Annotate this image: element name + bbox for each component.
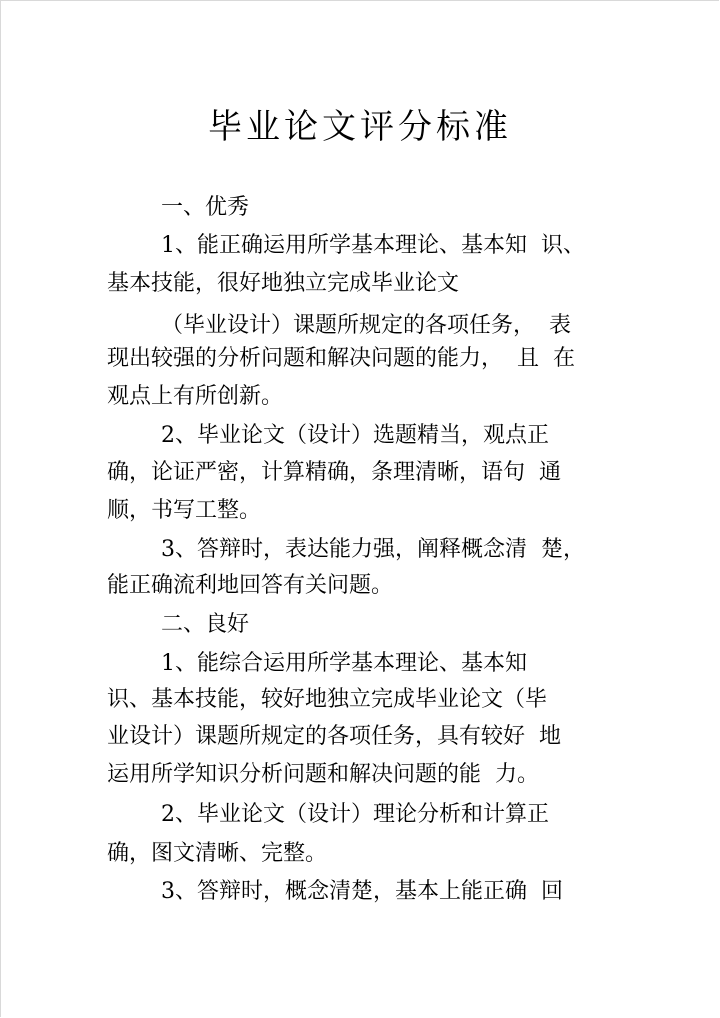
text-line: 运用所学知识分析问题和解决问题的能 力。 xyxy=(107,762,539,787)
text-line: 能正确流利地回答有关问题。 xyxy=(107,573,394,598)
text-line: 2、毕业论文（设计）选题精当，观点正 xyxy=(161,423,549,448)
text-line: 3、答辩时，概念清楚，基本上能正确 回 xyxy=(161,879,563,904)
text-line: 识、基本技能，较好地独立完成毕业论文（毕 xyxy=(107,687,548,712)
text-line: 基本技能，很好地独立完成毕业论文 xyxy=(107,271,460,296)
text-line: 1、能正确运用所学基本理论、基本知 识、 xyxy=(161,233,585,258)
document-title: 毕业论文评分标准 xyxy=(208,107,512,147)
section-heading-excellent: 一、优秀 xyxy=(161,195,250,220)
text-line: 顺，书写工整。 xyxy=(107,498,262,523)
text-line: 现出较强的分析问题和解决问题的能力， 且 在 xyxy=(107,346,575,371)
text-line: 确，论证严密，计算精确，条理清晰，语句 通 xyxy=(107,460,561,485)
text-line: 观点上有所创新。 xyxy=(107,384,284,409)
text-line: 3、答辩时，表达能力强，阐释概念清 楚， xyxy=(161,537,585,562)
text-line: 1、能综合运用所学基本理论、基本知 xyxy=(161,651,527,676)
text-line: 2、毕业论文（设计）理论分析和计算正 xyxy=(161,802,549,827)
section-heading-good: 二、良好 xyxy=(161,612,250,637)
text-line: 确，图文清晰、完整。 xyxy=(107,841,328,866)
text-line: 业设计）课题所规定的各项任务，具有较好 地 xyxy=(107,724,561,749)
text-line: （毕业设计）课题所规定的各项任务， 表 xyxy=(161,313,571,338)
